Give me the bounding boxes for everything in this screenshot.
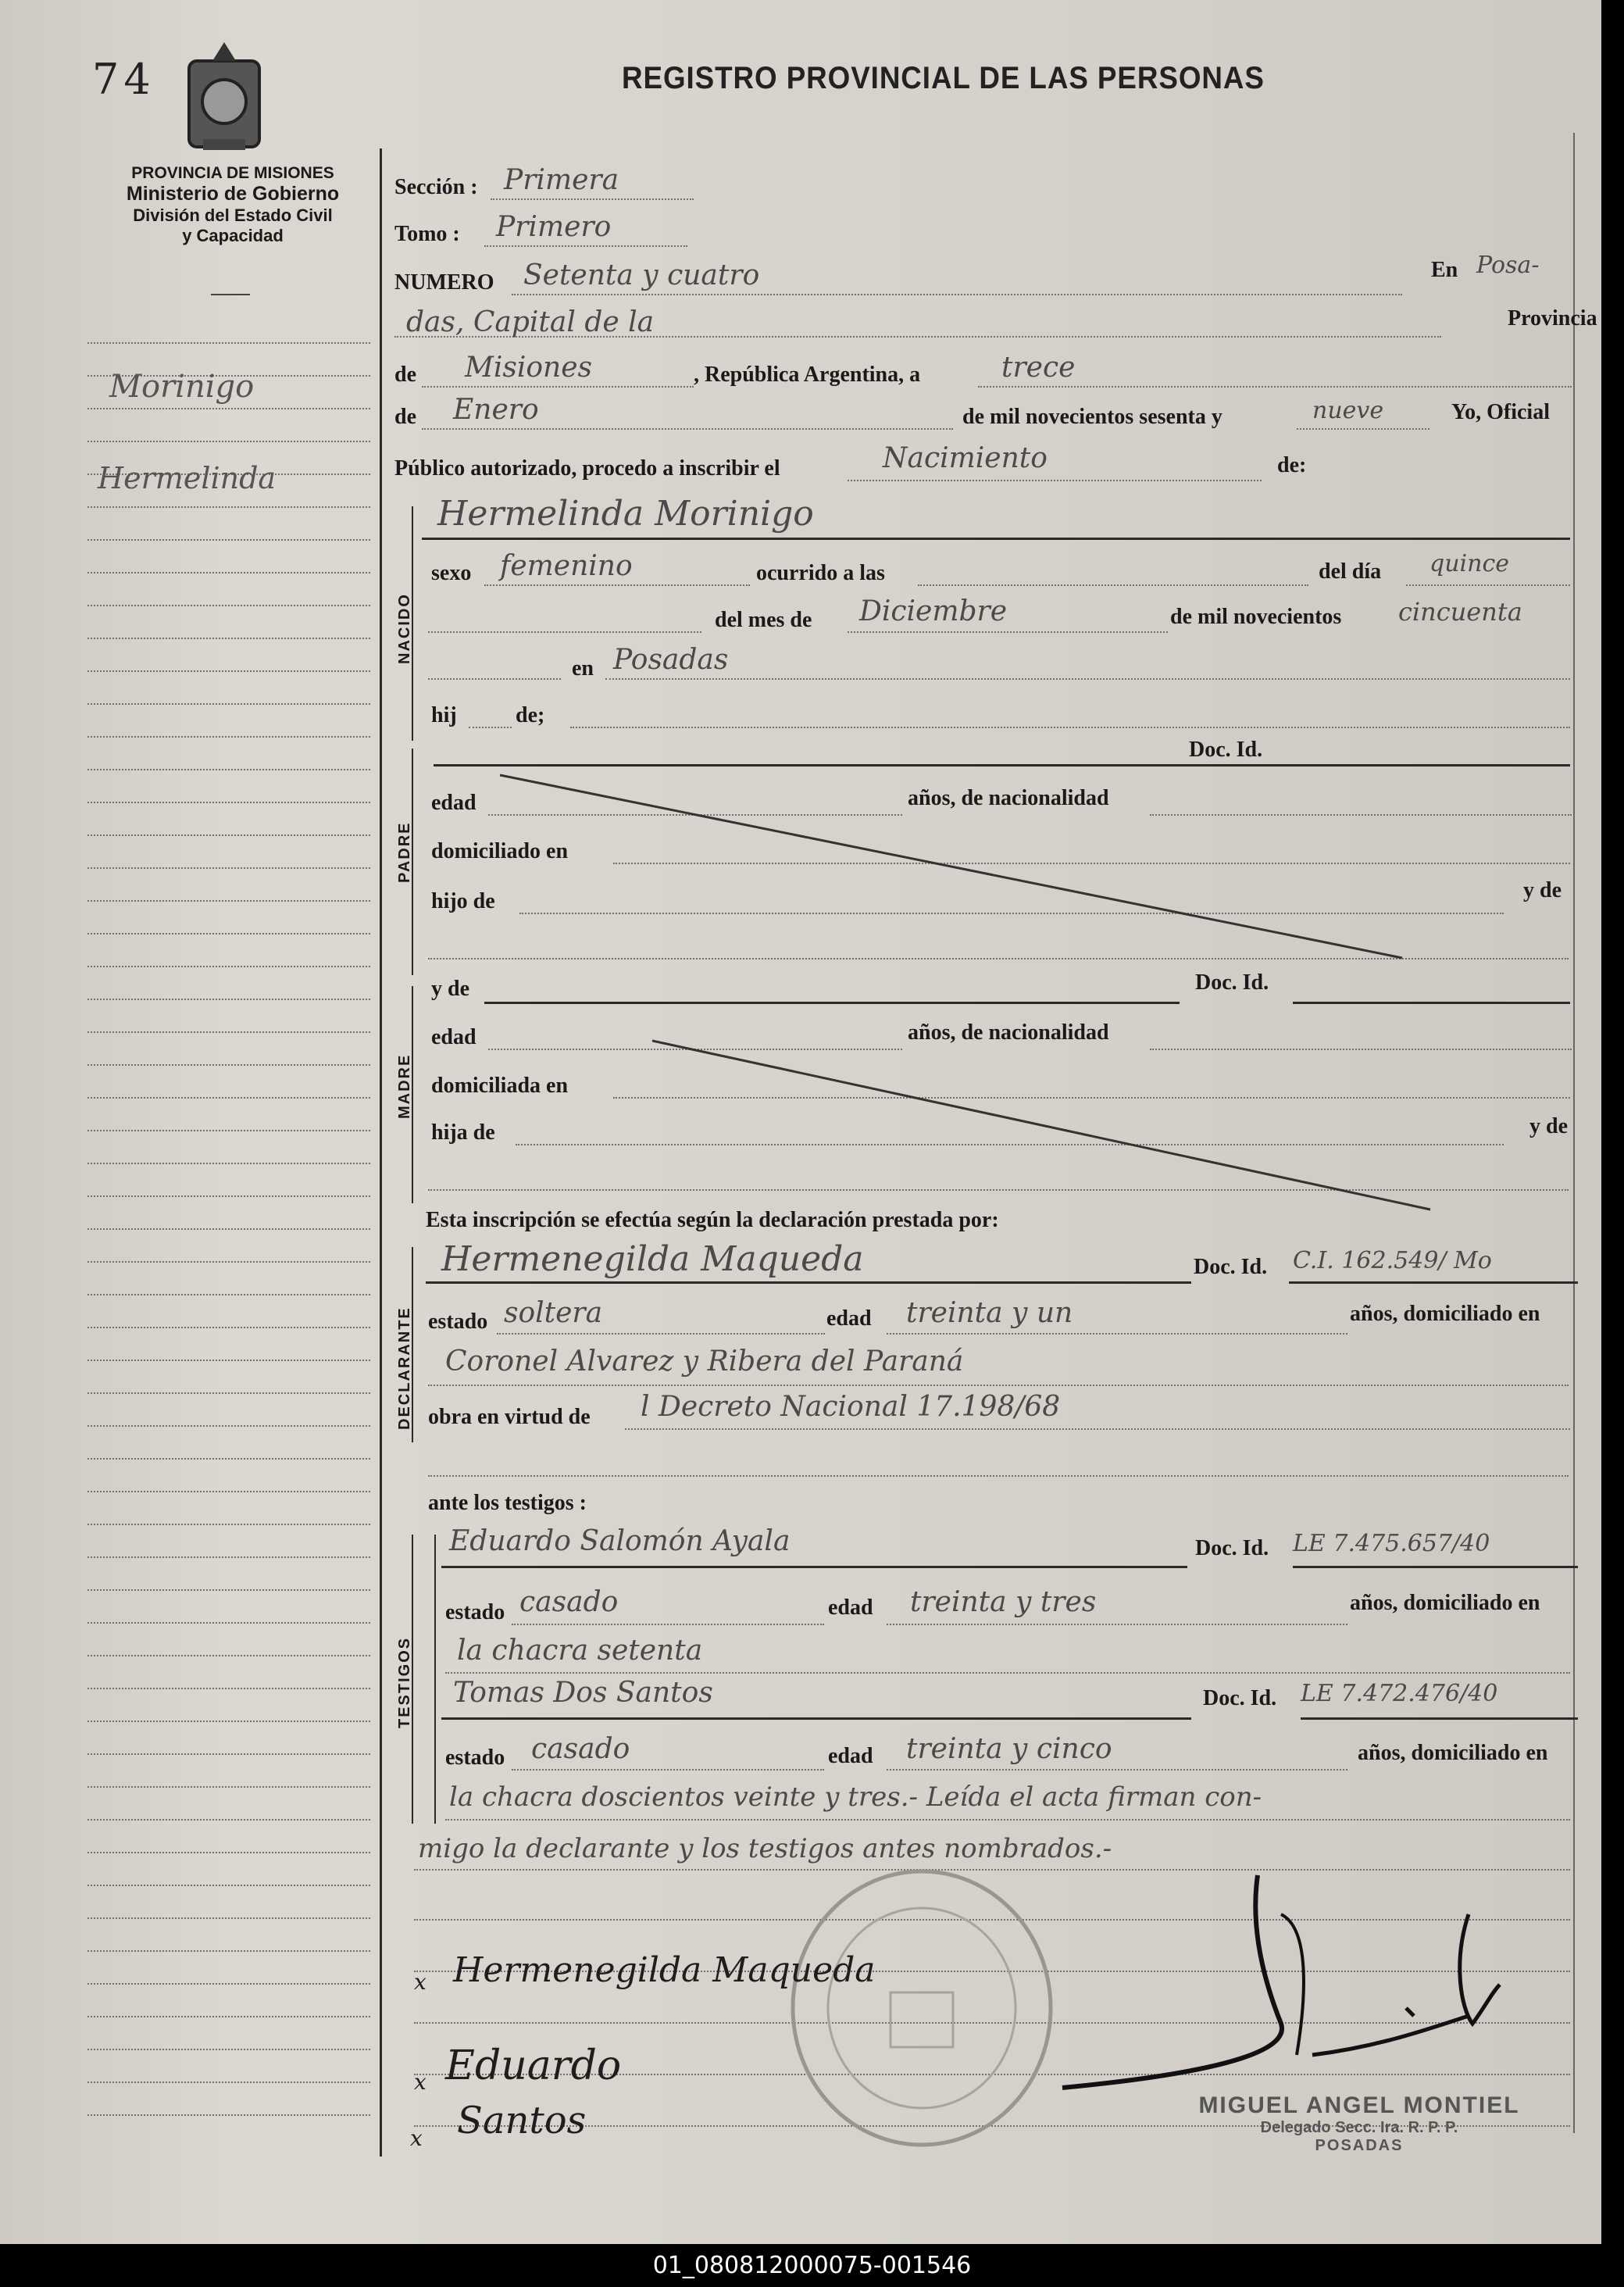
declarante-anos-label: años, domiciliado en: [1350, 1302, 1540, 1326]
testigo2-doc-label: Doc. Id.: [1203, 1686, 1277, 1710]
margin-surname: Morinigo: [109, 369, 255, 405]
testigo1-doc-label: Doc. Id.: [1195, 1536, 1269, 1560]
margin-rule-line: [87, 999, 370, 1000]
testigo2-estado-label: estado: [445, 1746, 505, 1770]
margin-rule-line: [87, 1556, 370, 1558]
margin-rule-line: [87, 802, 370, 803]
testigo2-cierre: migo la declarante y los testigos antes nombrados.-: [418, 1833, 1112, 1864]
margin-rule-line: [87, 736, 370, 738]
padre-y-de-label: y de: [1523, 878, 1562, 902]
ano-nac-value: cincuenta: [1398, 597, 1522, 627]
provincia-label: Provincia: [1508, 306, 1597, 331]
page-title: REGISTRO PROVINCIAL DE LAS PERSONAS: [622, 61, 1265, 95]
seccion-value: Primera: [504, 164, 619, 196]
obra-label: obra en virtud de: [428, 1405, 591, 1429]
padre-hijo-label: hijo de: [431, 889, 495, 913]
hij-label: hij: [431, 703, 457, 727]
ocurrido-label: ocurrido a las: [756, 561, 885, 585]
margin-rule-line: [87, 1031, 370, 1033]
acto-value: Nacimiento: [883, 442, 1048, 474]
declarante-estado-value: soltera: [504, 1297, 603, 1329]
obra-value: l Decreto Nacional 17.198/68: [641, 1391, 1061, 1423]
margin-rule-line: [87, 1983, 370, 1985]
officer-name: MIGUEL ANGEL MONTIEL: [1198, 2092, 1520, 2118]
signature-x1: x: [414, 2069, 427, 2095]
margin-rule-line: [87, 769, 370, 770]
margin-rule-line: [87, 1885, 370, 1886]
tomo-value: Primero: [496, 211, 612, 243]
margin-rule-line: [87, 506, 370, 508]
numero-value: Setenta y cuatro: [523, 259, 760, 291]
declaracion-label: Esta inscripción se efectúa según la declaración prestada por:: [426, 1208, 999, 1232]
numero-label: NUMERO: [394, 270, 494, 295]
testigo1-domicilio: la chacra setenta: [457, 1635, 703, 1667]
signature-x-declarante: x: [414, 1969, 427, 1995]
testigo2-estado-value: casado: [531, 1733, 630, 1765]
seccion-label: Sección :: [394, 175, 478, 199]
declarante-edad-label: edad: [826, 1306, 872, 1331]
testigo2-doc-value: LE 7.472.476/40: [1301, 1680, 1498, 1707]
margin-rule-line: [87, 2114, 370, 2116]
testigo1-edad-value: treinta y tres: [910, 1586, 1097, 1618]
nombre-nacido: Hermelinda Morinigo: [437, 494, 814, 534]
publico-label: Público autorizado, procedo a inscribir el: [394, 456, 780, 481]
madre-hija-label: hija de: [431, 1120, 495, 1145]
testigo1-estado-value: casado: [519, 1586, 619, 1618]
margin-rule-line: [87, 2082, 370, 2083]
section-tag-nacido: NACIDO: [396, 593, 413, 664]
madre-domicilio-label: domiciliada en: [431, 1074, 569, 1098]
mes-nac-value: Diciembre: [859, 595, 1008, 627]
del-dia-label: del día: [1319, 559, 1382, 584]
en-label: En: [1431, 258, 1458, 282]
folio-number: 74: [92, 55, 155, 104]
testigo1-anos-label: años, domiciliado en: [1350, 1591, 1540, 1615]
del-mes-label: del mes de: [715, 608, 812, 632]
signature-testigo1: Eduardo: [445, 2042, 622, 2089]
declarante-doc-value: C.I. 162.549/ Mo: [1293, 1247, 1492, 1274]
sexo-label: sexo: [431, 561, 472, 585]
agency-ministry: Ministerio de Gobierno: [126, 183, 340, 205]
margin-rule-line: [87, 1425, 370, 1427]
agency-block: [84, 164, 381, 246]
declarante-estado-label: estado: [428, 1310, 488, 1334]
ano-value: nueve: [1312, 397, 1384, 424]
margin-rule-line: [87, 1195, 370, 1197]
testigo1-nombre: Eduardo Salomón Ayala: [449, 1525, 791, 1557]
margin-rule-line: [87, 605, 370, 606]
margin-rule-line: [87, 539, 370, 541]
dia-nac-value: quince: [1429, 550, 1509, 577]
margin-rule-line: [87, 1524, 370, 1525]
margin-rule-line: [87, 572, 370, 574]
lugar-value-1: Posa-: [1476, 252, 1540, 279]
padre-doc-label: Doc. Id.: [1189, 738, 1263, 762]
margin-given-name: Hermelinda: [98, 461, 277, 495]
mil-sesenta-label: de mil novecientos sesenta y: [962, 405, 1222, 429]
hij-de-label: de;: [516, 703, 545, 727]
testigo1-estado-label: estado: [445, 1600, 505, 1624]
padre-anos-label: años, de nacionalidad: [908, 786, 1109, 810]
padre-edad-label: edad: [431, 791, 476, 815]
margin-rule-line: [87, 1294, 370, 1295]
margin-rule-line: [87, 1819, 370, 1821]
declarante-domicilio: Coronel Alvarez y Ribera del Paraná: [445, 1345, 964, 1378]
margin-rule-line: [87, 1491, 370, 1492]
yo-oficial-label: Yo, Oficial: [1451, 400, 1550, 424]
signature-x2: x: [410, 2125, 423, 2151]
margin-rule-line: [87, 834, 370, 836]
margin-rule-line: [87, 1130, 370, 1131]
margin-rule-line: [87, 1622, 370, 1624]
main-right-border: [1573, 133, 1575, 2133]
margin-rule-line: [87, 1392, 370, 1394]
agency-province: PROVINCIA DE MISIONES: [131, 164, 334, 182]
margin-rule-line: [87, 441, 370, 442]
de-label-2: de: [394, 405, 416, 429]
agency-capacity: y Capacidad: [182, 226, 284, 245]
sexo-value: femenino: [500, 550, 633, 582]
agency-underline: [211, 294, 250, 295]
lugar-nac-value: Posadas: [613, 644, 729, 676]
margin-rule-line: [87, 703, 370, 705]
testigo2-nombre: Tomas Dos Santos: [453, 1677, 713, 1709]
margin-rule-line: [87, 1655, 370, 1656]
padre-strike-line: [500, 774, 1406, 961]
margin-rule-line: [87, 408, 370, 409]
margin-rule-line: [87, 1688, 370, 1689]
de-label-1: de: [394, 363, 416, 387]
madre-edad-label: edad: [431, 1025, 476, 1049]
section-tag-declarante: DECLARANTE: [396, 1306, 413, 1430]
margin-rule-line: [87, 1786, 370, 1788]
madre-doc-label: Doc. Id.: [1195, 970, 1269, 995]
margin-rule-line: [87, 1163, 370, 1164]
de-colon-label: de:: [1277, 453, 1307, 477]
en-nac-label: en: [572, 656, 594, 681]
section-tag-padre: PADRE: [396, 821, 413, 883]
official-seal: [781, 1860, 1062, 2157]
madre-y-de-label-2: y de: [1529, 1114, 1568, 1138]
testigo2-domicilio: la chacra doscientos veinte y tres.- Leída el acta firman con-: [449, 1781, 1262, 1813]
republica-label: , República Argentina, a: [694, 363, 921, 387]
testigo2-anos-label: años, domiciliado en: [1358, 1741, 1548, 1765]
margin-rule-line: [87, 933, 370, 934]
officer-stamp: [1172, 2092, 1547, 2155]
declarante-nombre: Hermenegilda Maqueda: [441, 1239, 864, 1279]
margin-rule-line: [87, 1097, 370, 1099]
margin-rule-line: [87, 1950, 370, 1952]
margin-rule-line: [87, 1064, 370, 1066]
declarante-edad-value: treinta y un: [906, 1297, 1073, 1329]
section-tag-madre: MADRE: [396, 1053, 413, 1119]
margin-rule-line: [87, 2016, 370, 2017]
agency-division: División del Estado Civil: [133, 205, 333, 225]
coat-of-arms-logo: [173, 39, 275, 156]
testigo1-edad-label: edad: [828, 1596, 873, 1620]
signature-testigo2: Santos: [457, 2099, 587, 2142]
lugar-value-2: das, Capital de la: [406, 306, 655, 338]
margin-rule-line: [87, 1917, 370, 1919]
margin-rule-line: [87, 966, 370, 967]
officer-role: Delegado Secc. Ira. R. P. P.: [1260, 2119, 1458, 2136]
mes-value: Enero: [453, 394, 539, 426]
margin-rule-line: [87, 1261, 370, 1263]
mil-novecientos-label: de mil novecientos: [1170, 605, 1342, 629]
margin-rule-line: [87, 1753, 370, 1755]
testigo2-edad-label: edad: [828, 1744, 873, 1768]
margin-rule-line: [87, 1228, 370, 1230]
tomo-label: Tomo :: [394, 222, 460, 246]
padre-domicilio-label: domiciliado en: [431, 839, 569, 863]
signature-declarante: Hermenegilda Maqueda: [453, 1950, 876, 1990]
testigo1-doc-value: LE 7.475.657/40: [1293, 1530, 1490, 1557]
margin-rule-line: [87, 1360, 370, 1361]
officer-city: POSADAS: [1315, 2137, 1404, 2154]
madre-anos-label: años, de nacionalidad: [908, 1020, 1109, 1045]
margin-rule-line: [87, 638, 370, 639]
margin-rule-line: [87, 1458, 370, 1460]
margin-rule-line: [87, 867, 370, 869]
madre-y-de-label: y de: [431, 977, 469, 1001]
image-id-footer: 01_080812000075-001546: [0, 2244, 1624, 2287]
dia-value: trece: [1001, 352, 1076, 384]
margin-rule-line: [87, 342, 370, 344]
declarante-doc-label: Doc. Id.: [1194, 1255, 1268, 1279]
madre-strike-line: [652, 1039, 1433, 1213]
margin-rule-line: [87, 1327, 370, 1328]
margin-rule-line: [87, 1589, 370, 1591]
section-tag-testigos: TESTIGOS: [396, 1636, 413, 1728]
provincia-value: Misiones: [465, 352, 593, 384]
testigos-label: ante los testigos :: [428, 1491, 587, 1515]
officer-signature: [1047, 1867, 1547, 2117]
margin-rule-line: [87, 2049, 370, 2050]
margin-rule-line: [87, 900, 370, 902]
testigo2-edad-value: treinta y cinco: [906, 1733, 1112, 1765]
margin-rule-line: [87, 670, 370, 672]
margin-rule-line: [87, 1721, 370, 1722]
margin-rule-line: [87, 1852, 370, 1853]
main-left-border: [380, 148, 382, 2157]
